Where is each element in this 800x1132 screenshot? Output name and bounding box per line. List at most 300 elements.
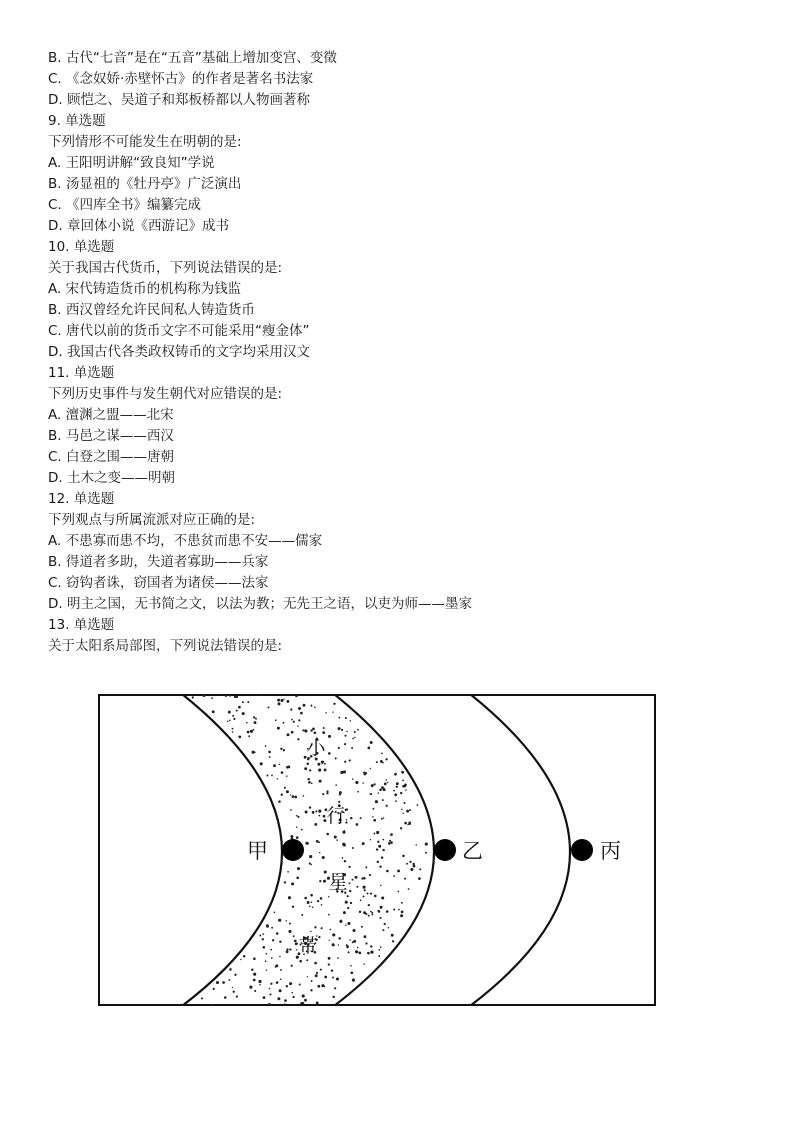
asteroid-dot — [401, 771, 404, 774]
asteroid-dot — [378, 792, 380, 794]
belt-label-char: 行 — [326, 805, 346, 827]
asteroid-dot — [318, 810, 321, 813]
asteroid-dot — [346, 946, 349, 949]
asteroid-dot — [192, 696, 194, 698]
asteroid-dot — [291, 719, 293, 721]
asteroid-dot — [384, 923, 386, 925]
asteroid-dot — [388, 927, 389, 928]
asteroid-dot — [363, 911, 366, 914]
asteroid-dot — [418, 877, 421, 880]
asteroid-dot — [310, 729, 312, 731]
asteroid-dot — [342, 831, 345, 834]
asteroid-dot — [242, 701, 244, 703]
asteroid-dot — [397, 869, 400, 872]
asteroid-dot — [255, 718, 257, 720]
asteroid-dot — [277, 699, 280, 702]
asteroid-dot — [291, 965, 293, 967]
asteroid-dot — [350, 720, 352, 722]
asteroid-dot — [382, 762, 384, 764]
asteroid-dot — [266, 924, 269, 927]
asteroid-dot — [298, 719, 300, 721]
asteroid-dot — [251, 968, 253, 970]
asteroid-dot — [253, 716, 255, 718]
asteroid-dot — [357, 947, 359, 949]
asteroid-dot — [318, 841, 320, 843]
asteroid-dot — [323, 815, 326, 818]
asteroid-dot — [425, 844, 427, 846]
asteroid-dot — [326, 833, 329, 836]
text-line: D. 顾恺之、吴道子和郑板桥都以人物画著称 — [48, 92, 310, 108]
asteroid-dot — [272, 939, 274, 941]
asteroid-dot — [390, 841, 393, 844]
asteroid-dot — [357, 729, 359, 731]
asteroid-dot — [249, 986, 252, 989]
asteroid-dot — [355, 950, 358, 953]
option-c: C. 唐代以前的货币文字不可能采用“瘦金体” — [48, 323, 310, 339]
asteroid-dot — [263, 946, 266, 949]
asteroid-dot — [286, 948, 288, 950]
asteroid-dot — [404, 822, 407, 825]
asteroid-dot — [369, 874, 371, 876]
asteroid-dot — [232, 715, 234, 717]
asteroid-dot — [343, 911, 346, 914]
asteroid-dot — [413, 865, 416, 868]
asteroid-dot — [314, 731, 317, 734]
asteroid-dot — [318, 936, 320, 938]
planet-label-bing: 丙 — [600, 839, 621, 863]
asteroid-dot — [345, 821, 347, 823]
asteroid-dot — [332, 933, 335, 936]
asteroid-dot — [266, 953, 268, 955]
asteroid-dot — [297, 725, 298, 726]
asteroid-dot — [307, 842, 309, 844]
asteroid-dot — [225, 695, 227, 697]
asteroid-dot — [373, 833, 375, 835]
asteroid-dot — [320, 969, 322, 971]
asteroid-dot — [314, 823, 317, 826]
asteroid-dot — [278, 702, 281, 705]
planet-label-jia: 甲 — [247, 839, 268, 863]
option-d: D. 土木之变——明朝 — [48, 470, 175, 486]
asteroid-dot — [191, 695, 193, 697]
asteroid-dot — [301, 829, 303, 831]
asteroid-dot — [372, 816, 373, 817]
asteroid-dot — [350, 965, 352, 967]
asteroid-dot — [359, 911, 361, 913]
asteroid-dot — [315, 974, 318, 977]
asteroid-dot — [394, 773, 397, 776]
asteroid-dot — [319, 780, 322, 783]
asteroid-dot — [350, 971, 353, 974]
asteroid-dot — [318, 815, 320, 817]
asteroid-dot — [378, 845, 381, 848]
question-number: 9. 单选题 — [48, 113, 106, 129]
asteroid-dot — [342, 857, 344, 859]
asteroid-dot — [349, 759, 351, 761]
asteroid-dot — [269, 993, 271, 995]
asteroid-dot — [277, 727, 280, 730]
asteroid-dot — [345, 925, 346, 926]
asteroid-dot — [259, 984, 260, 985]
asteroid-dot — [393, 790, 395, 792]
asteroid-dot — [335, 757, 337, 759]
asteroid-dot — [271, 775, 273, 777]
asteroid-dot — [360, 817, 362, 819]
asteroid-dot — [332, 977, 334, 979]
asteroid-dot — [367, 747, 370, 750]
asteroid-dot — [304, 767, 307, 770]
asteroid-dot — [247, 731, 250, 734]
question-stem: 关于太阳系局部图，下列说法错误的是: — [48, 638, 283, 654]
asteroid-dot — [380, 946, 382, 948]
asteroid-dot — [321, 927, 323, 929]
asteroid-dot — [417, 804, 419, 806]
asteroid-dot — [338, 717, 340, 719]
asteroid-dot — [370, 741, 373, 744]
asteroid-dot — [297, 816, 299, 818]
asteroid-dot — [274, 911, 276, 913]
asteroid-dot — [387, 782, 389, 784]
asteroid-dot — [336, 839, 338, 841]
asteroid-dot — [382, 929, 384, 931]
asteroid-dot — [358, 952, 361, 955]
asteroid-dot — [409, 861, 411, 863]
asteroid-dot — [354, 731, 356, 733]
asteroid-dot — [396, 782, 399, 785]
asteroid-dot — [328, 896, 330, 898]
asteroid-dot — [201, 997, 203, 999]
asteroid-dot — [342, 843, 345, 846]
asteroid-dot — [344, 735, 346, 737]
asteroid-dot — [288, 897, 291, 900]
asteroid-dot — [253, 979, 256, 982]
asteroid-dot — [338, 944, 339, 945]
asteroid-dot — [403, 802, 405, 804]
asteroid-dot — [338, 727, 341, 730]
asteroid-dot — [350, 817, 352, 819]
asteroid-dot — [360, 899, 362, 901]
asteroid-dot — [337, 978, 339, 980]
asteroid-dot — [288, 930, 291, 933]
asteroid-dot — [279, 956, 281, 958]
asteroid-dot — [402, 812, 403, 813]
asteroid-dot — [283, 749, 285, 751]
asteroid-dot — [347, 895, 349, 897]
planet-bing — [571, 839, 593, 861]
asteroid-dot — [354, 737, 355, 738]
asteroid-dot — [259, 935, 261, 937]
asteroid-dot — [232, 731, 234, 733]
asteroid-dot — [262, 933, 264, 935]
asteroid-dot — [333, 703, 335, 705]
asteroid-dot — [300, 712, 303, 715]
asteroid-dot — [311, 980, 313, 982]
asteroid-dot — [347, 907, 349, 909]
asteroid-dot — [278, 800, 281, 803]
asteroid-dot — [370, 768, 371, 769]
asteroid-dot — [290, 809, 292, 811]
asteroid-dot — [385, 779, 387, 781]
asteroid-dot — [324, 870, 327, 873]
asteroid-dot — [348, 951, 350, 953]
option-c: C. 窃钩者诛，窃国者为诸侯——法家 — [48, 575, 269, 591]
asteroid-dot — [322, 731, 325, 734]
asteroid-dot — [346, 731, 348, 733]
asteroid-dot — [309, 862, 311, 864]
asteroid-dot — [271, 927, 273, 929]
asteroid-dot — [400, 914, 403, 917]
option-c: C. 白登之围——唐朝 — [48, 449, 175, 465]
asteroid-dot — [227, 720, 229, 722]
question-stem: 下列历史事件与发生朝代对应错误的是: — [48, 386, 283, 402]
asteroid-dot — [281, 794, 283, 796]
asteroid-dot — [352, 879, 354, 881]
asteroid-dot — [383, 839, 385, 841]
asteroid-dot — [296, 836, 299, 839]
asteroid-dot — [292, 795, 295, 798]
asteroid-dot — [277, 997, 280, 1000]
asteroid-dot — [328, 914, 330, 916]
asteroid-dot — [322, 856, 325, 859]
asteroid-dot — [345, 717, 347, 719]
asteroid-dot — [318, 769, 321, 772]
asteroid-dot — [316, 840, 319, 843]
asteroid-dot — [367, 893, 369, 895]
asteroid-dot — [312, 727, 315, 730]
asteroid-dot — [367, 952, 370, 955]
asteroid-dot — [268, 1003, 271, 1006]
option-d: D. 章回体小说《西游记》成书 — [48, 218, 229, 234]
asteroid-dot — [402, 785, 405, 788]
asteroid-dot — [378, 955, 380, 957]
asteroid-dot — [292, 906, 294, 908]
question-stem: 关于我国古代货币，下列说法错误的是: — [48, 260, 283, 276]
asteroid-dot — [315, 810, 317, 812]
asteroid-dot — [280, 978, 282, 980]
asteroid-dot — [355, 876, 358, 879]
asteroid-dot — [293, 721, 295, 723]
asteroid-dot — [381, 897, 384, 900]
asteroid-dot — [284, 999, 287, 1002]
asteroid-dot — [309, 906, 311, 908]
option-c: C. 《四库全书》编纂完成 — [48, 197, 202, 213]
asteroid-dot — [329, 940, 330, 941]
asteroid-dot — [317, 985, 320, 988]
asteroid-dot — [376, 761, 378, 763]
asteroid-dot — [383, 817, 384, 818]
asteroid-dot — [328, 752, 331, 755]
asteroid-dot — [303, 704, 306, 707]
asteroid-dot — [310, 989, 312, 991]
asteroid-dot — [382, 849, 384, 851]
asteroid-dot — [371, 912, 373, 914]
text-line: B. 古代“七音”是在“五音”基础上增加变宫、变徵 — [48, 50, 337, 66]
asteroid-dot — [234, 696, 236, 698]
asteroid-dot — [261, 694, 263, 696]
asteroid-dot — [346, 819, 348, 821]
asteroid-dot — [304, 999, 307, 1002]
asteroid-dot — [314, 962, 317, 965]
asteroid-dot — [311, 902, 313, 904]
asteroid-dot — [363, 772, 366, 775]
asteroid-dot — [379, 788, 382, 791]
asteroid-dot — [319, 880, 321, 882]
option-a: A. 不患寡而患不均，不患贫而患不安——儒家 — [48, 533, 323, 549]
asteroid-dot — [267, 775, 269, 777]
asteroid-dot — [316, 1002, 319, 1005]
asteroid-dot — [286, 775, 288, 777]
asteroid-dot — [370, 911, 372, 913]
asteroid-dot — [364, 889, 366, 891]
asteroid-dot — [314, 926, 316, 928]
asteroid-dot — [253, 957, 256, 960]
asteroid-dot — [276, 932, 279, 935]
asteroid-dot — [213, 988, 215, 990]
asteroid-dot — [344, 860, 346, 862]
asteroid-dot — [286, 790, 289, 793]
asteroid-dot — [338, 747, 340, 749]
asteroid-dot — [361, 877, 363, 879]
asteroid-dot — [324, 763, 326, 765]
asteroid-dot — [344, 743, 346, 745]
asteroid-dot — [389, 840, 391, 842]
asteroid-dot — [298, 707, 301, 710]
asteroid-dot — [296, 695, 298, 697]
asteroid-dot — [289, 923, 291, 925]
asteroid-dot — [380, 885, 381, 886]
asteroid-dot — [236, 996, 238, 998]
asteroid-dot — [396, 786, 398, 788]
asteroid-dot — [290, 708, 292, 710]
asteroid-dot — [270, 949, 272, 951]
asteroid-dot — [377, 861, 379, 863]
asteroid-dot — [374, 783, 376, 785]
asteroid-dot — [370, 839, 371, 840]
asteroid-dot — [376, 848, 378, 850]
question-number: 13. 单选题 — [48, 617, 115, 633]
planet-jia — [282, 839, 304, 861]
asteroid-dot — [296, 815, 298, 817]
asteroid-dot — [341, 729, 343, 731]
asteroid-dot — [402, 855, 405, 858]
asteroid-dot — [280, 699, 283, 702]
question-number: 11. 单选题 — [48, 365, 115, 381]
asteroid-dot — [286, 920, 287, 921]
asteroid-dot — [339, 794, 341, 796]
asteroid-dot — [384, 783, 387, 786]
asteroid-dot — [312, 906, 314, 908]
asteroid-dot — [238, 736, 241, 739]
asteroid-dot — [362, 895, 364, 897]
asteroid-dot — [268, 751, 271, 754]
asteroid-dot — [309, 855, 312, 858]
asteroid-dot — [373, 819, 376, 822]
asteroid-dot — [319, 852, 320, 853]
asteroid-dot — [303, 795, 305, 797]
asteroid-dot — [279, 989, 282, 992]
asteroid-dot — [368, 904, 370, 906]
asteroid-dot — [351, 747, 353, 749]
asteroid-dot — [304, 729, 307, 732]
belt-label-char: 星 — [328, 871, 348, 893]
asteroid-dot — [253, 729, 255, 731]
solar-system-diagram — [98, 694, 656, 1006]
asteroid-dot — [425, 852, 427, 854]
asteroid-dot — [386, 805, 388, 807]
asteroid-dot — [391, 934, 394, 937]
asteroid-dot — [381, 786, 384, 789]
asteroid-dot — [211, 697, 213, 699]
asteroid-dot — [322, 793, 324, 795]
asteroid-dot — [275, 966, 277, 968]
option-b: B. 得道者多助，失道者寡助——兵家 — [48, 554, 269, 570]
asteroid-dot — [415, 844, 417, 846]
asteroid-dot — [322, 761, 324, 763]
asteroid-dot — [266, 969, 267, 970]
asteroid-dot — [363, 963, 365, 965]
asteroid-dot — [280, 969, 282, 971]
asteroid-dot — [410, 868, 413, 871]
asteroid-dot — [308, 781, 311, 784]
asteroid-dot — [355, 781, 358, 784]
asteroid-dot — [310, 894, 313, 897]
asteroid-dot — [278, 919, 281, 922]
asteroid-dot — [283, 1003, 286, 1006]
asteroid-dot — [229, 695, 231, 697]
option-b: B. 西汉曾经允许民间私人铸造货币 — [48, 302, 255, 318]
asteroid-dot — [371, 784, 374, 787]
asteroid-dot — [365, 942, 367, 944]
asteroid-dot — [406, 863, 408, 865]
asteroid-dot — [408, 888, 410, 890]
asteroid-dot — [269, 756, 271, 758]
asteroid-dot — [305, 810, 308, 813]
asteroid-dot — [247, 701, 249, 703]
asteroid-dot — [419, 868, 421, 870]
asteroid-dot — [372, 914, 374, 916]
asteroid-dot — [326, 790, 328, 792]
asteroid-dot — [260, 762, 263, 765]
asteroid-dot — [352, 941, 354, 943]
asteroid-dot — [349, 890, 351, 892]
asteroid-dot — [385, 758, 387, 760]
text-line: C. 《念奴娇·赤壁怀古》的作者是著名书法家 — [48, 71, 314, 87]
planet-yi — [434, 839, 456, 861]
question-number: 10. 单选题 — [48, 239, 115, 255]
asteroid-dot — [283, 698, 284, 699]
asteroid-dot — [233, 991, 235, 993]
asteroid-dot — [317, 763, 320, 766]
asteroid-dot — [263, 996, 266, 999]
asteroid-dot — [309, 806, 311, 808]
asteroid-dot — [311, 704, 313, 706]
asteroid-dot — [352, 778, 354, 780]
asteroid-dot — [402, 779, 404, 781]
asteroid-dot — [289, 948, 291, 950]
asteroid-dot — [352, 738, 354, 740]
asteroid-dot — [328, 963, 330, 965]
asteroid-dot — [254, 990, 256, 992]
asteroid-dot — [406, 810, 409, 813]
asteroid-dot — [307, 778, 309, 780]
asteroid-dot — [369, 793, 371, 795]
asteroid-dot — [328, 736, 330, 738]
asteroid-dot — [240, 959, 241, 960]
asteroid-dot — [312, 811, 314, 813]
asteroid-dot — [361, 926, 363, 928]
asteroid-dot — [372, 808, 374, 810]
asteroid-dot — [268, 706, 270, 708]
